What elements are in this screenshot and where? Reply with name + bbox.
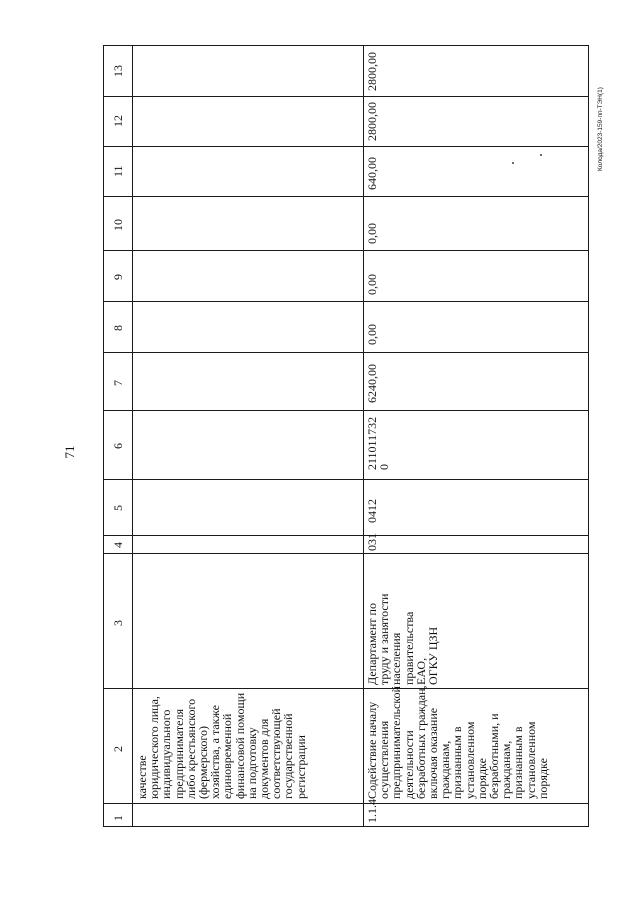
document-reference: Колода/2023-159-пп-ТЭН(1) — [597, 87, 604, 171]
row-year-3-amount: 0,00 — [365, 223, 379, 244]
row-year-6-amount: 2800,00 — [365, 52, 379, 91]
row-csr-code: 211011732 0 — [365, 416, 392, 470]
row-year-1-amount: 0,00 — [365, 324, 379, 345]
row-total-amount: 6240,00 — [365, 364, 379, 403]
header-col-1: 1 — [111, 815, 125, 821]
page-number: 71 — [62, 445, 77, 459]
header-col-8: 8 — [111, 325, 125, 331]
row-number: 1.1.4 — [365, 799, 379, 823]
scan-speck — [540, 154, 542, 156]
row-year-4-amount: 640,00 — [365, 157, 379, 190]
header-col-12: 12 — [111, 115, 125, 127]
scan-speck — [512, 162, 514, 164]
header-col-11: 11 — [111, 165, 125, 177]
header-col-7: 7 — [111, 380, 125, 386]
header-col-6: 6 — [111, 443, 125, 449]
row-executor: Департамент по труду и занятости населения правительства ЕАО, ОГКУ ЦЗН — [365, 593, 441, 685]
row-year-5-amount: 2800,00 — [365, 102, 379, 141]
row-rzpr-code: 0412 — [365, 499, 379, 523]
header-col-4: 4 — [111, 542, 125, 548]
header-col-9: 9 — [111, 274, 125, 280]
row-measure-name: Содействие началу осуществления предпринимательской деятельности безработных граждан, включая оказание гражданам, признанным в установленном порядке безработными, и гражданам, признанным в установленном порядке — [365, 685, 550, 799]
budget-table — [103, 45, 589, 827]
row-grbs-code: 031 — [365, 533, 379, 551]
header-col-10: 10 — [111, 219, 125, 231]
header-col-13: 13 — [111, 65, 125, 77]
row-year-2-amount: 0,00 — [365, 274, 379, 295]
continued-description: качестве юридического лица, индивидуального предпринимателя либо крестьянского (фермерского) хозяйства, а также единовременной финансовой помощи на подготовку документов для соответствующей государственной регистрации — [135, 692, 308, 799]
header-col-3: 3 — [111, 620, 125, 626]
header-col-2: 2 — [111, 746, 125, 752]
header-col-5: 5 — [111, 505, 125, 511]
